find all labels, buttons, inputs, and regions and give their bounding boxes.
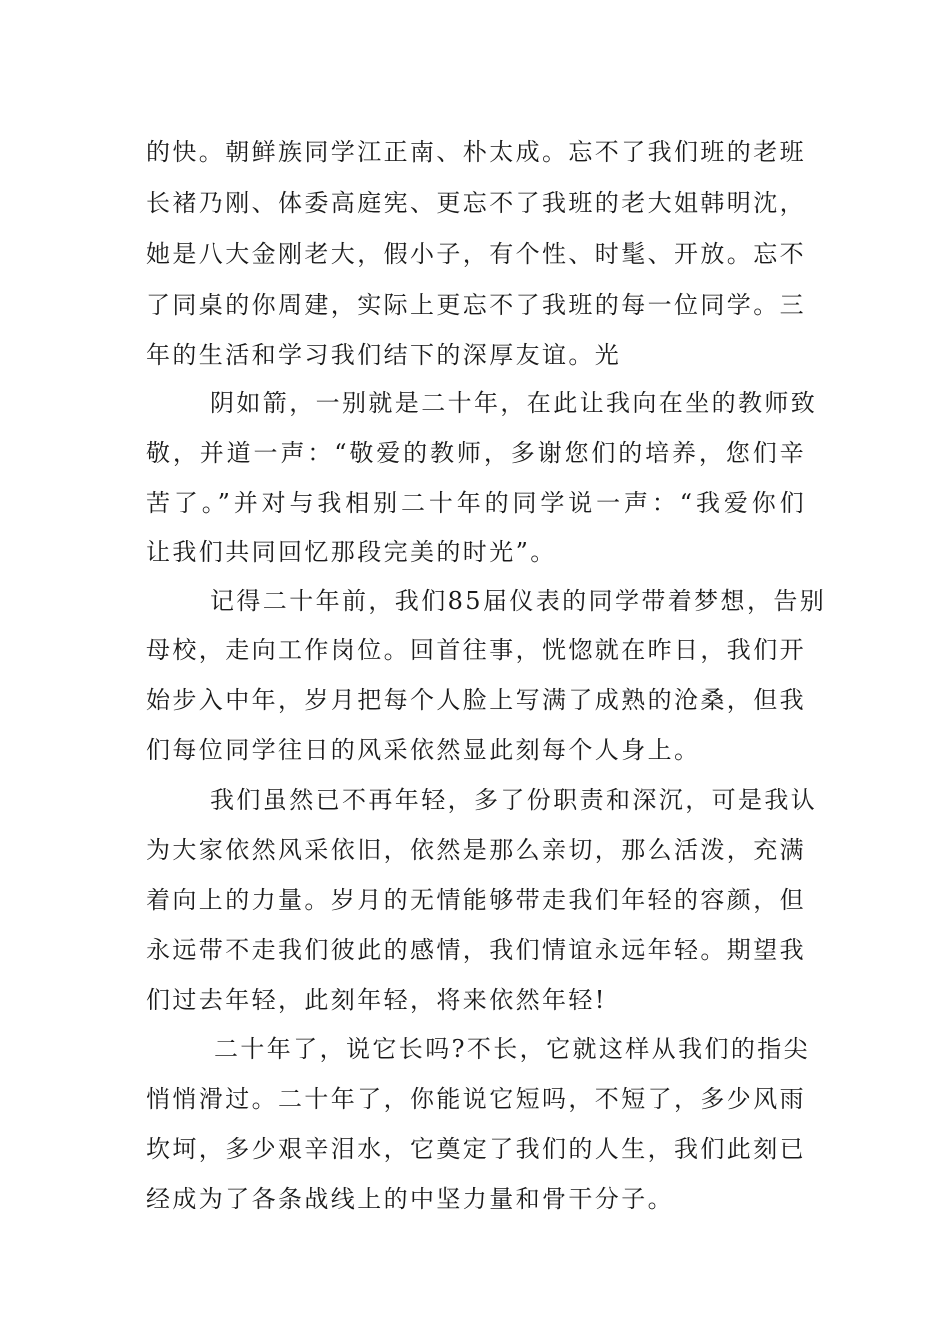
paragraph-line: 们每位同学往日的风采依然显此刻每个人身上。 [146, 736, 701, 764]
paragraph-line: 长褚乃刚、体委高庭宪、更忘不了我班的老大姐韩明沈， [146, 189, 806, 217]
paragraph-line: 了同桌的你周建，实际上更忘不了我班的每一位同学。三 [146, 291, 806, 319]
paragraph-line: 她是八大金刚老大，假小子，有个性、时髦、开放。忘不 [146, 240, 806, 268]
paragraph-line: 经成为了各条战线上的中坚力量和骨干分子。 [146, 1185, 674, 1213]
paragraph-first-line: 阴如箭，一别就是二十年，在此让我向在坐的教师致 [210, 389, 818, 417]
paragraph-first-line: 我们虽然已不再年轻，多了份职责和深沉，可是我认 [210, 786, 818, 814]
paragraph-line: 着向上的力量。岁月的无情能够带走我们年轻的容颜，但 [146, 886, 806, 914]
paragraph-line: 始步入中年，岁月把每个人脸上写满了成熟的沧桑，但我 [146, 686, 806, 714]
paragraph-line: 母校，走向工作岗位。回首往事，恍惚就在昨日，我们开 [146, 636, 806, 664]
paragraph-line: 苦了。”并对与我相别二十年的同学说一声：“我爱你们 [146, 489, 806, 517]
paragraph-first-line: 二十年了，说它长吗?不长，它就这样从我们的指尖 [214, 1035, 811, 1063]
paragraph-line: 为大家依然风采依旧，依然是那么亲切，那么活泼，充满 [146, 836, 806, 864]
paragraph-line: 们过去年轻，此刻年轻，将来依然年轻! [146, 986, 607, 1014]
paragraph-line: 永远带不走我们彼此的感情，我们情谊永远年轻。期望我 [146, 936, 806, 964]
paragraph-line: 让我们共同回忆那段完美的时光”。 [146, 538, 557, 566]
paragraph-first-line: 记得二十年前，我们85届仪表的同学带着梦想，告别 [210, 587, 827, 615]
paragraph-line: 敬，并道一声：“敬爱的教师，多谢您们的培养，您们辛 [146, 439, 806, 467]
paragraph-line: 年的生活和学习我们结下的深厚友谊。光 [146, 341, 622, 369]
paragraph-line: 坎坷，多少艰辛泪水，它奠定了我们的人生，我们此刻已 [146, 1135, 806, 1163]
paragraph-line: 悄悄滑过。二十年了，你能说它短吗，不短了，多少风雨 [146, 1085, 806, 1113]
paragraph-line: 的快。朝鲜族同学江正南、朴太成。忘不了我们班的老班 [146, 138, 806, 166]
